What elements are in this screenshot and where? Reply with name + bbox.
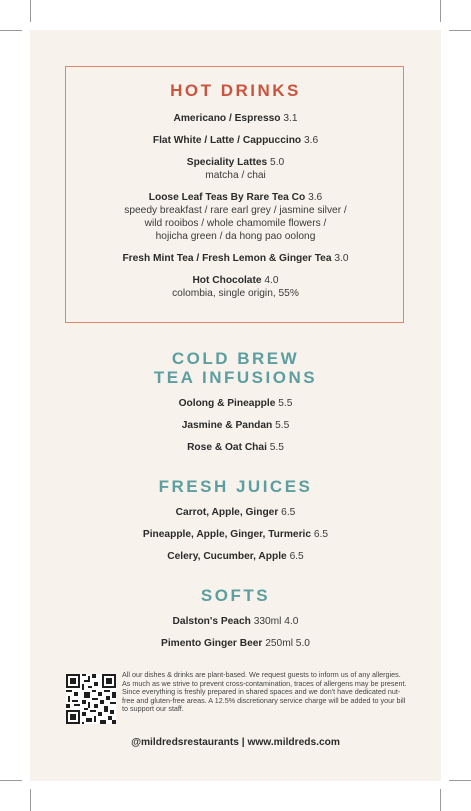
item-name: Pineapple, Apple, Ginger, Turmeric — [142, 529, 312, 540]
item-price: 3.0 — [334, 253, 349, 264]
menu-item — [30, 441, 441, 454]
item-description: matcha / chai — [205, 170, 266, 181]
crop-mark — [0, 780, 22, 781]
item-price: 250ml 5.0 — [265, 638, 310, 649]
item-name: Fresh Mint Tea / Fresh Lemon & Ginger Tea — [122, 253, 332, 264]
menu-item — [30, 252, 441, 265]
menu-item — [30, 550, 441, 563]
crop-mark — [440, 0, 441, 22]
item-description: wild rooibos / whole chamomile flowers / — [144, 218, 327, 229]
menu-item — [30, 615, 441, 628]
menu-item — [30, 134, 441, 147]
item-price: 5.5 — [269, 442, 284, 453]
fresh-juices-section — [30, 477, 441, 563]
item-name: Celery, Cucumber, Apple — [167, 551, 287, 562]
fresh-juices-title: FRESH JUICES — [158, 477, 313, 496]
softs-title: SOFTS — [200, 586, 271, 605]
crop-mark — [440, 789, 441, 811]
item-price: 3.1 — [283, 113, 298, 124]
menu-item — [30, 419, 441, 432]
item-name: Hot Chocolate — [192, 275, 262, 286]
item-description: colombia, single origin, 55% — [172, 288, 299, 299]
crop-mark — [30, 0, 31, 22]
item-price: 5.5 — [278, 398, 293, 409]
softs-section — [30, 586, 441, 650]
item-description: hojicha green / da hong pao oolong — [155, 231, 316, 242]
item-name: Dalston's Peach — [172, 616, 251, 627]
cold-brew-section — [30, 349, 441, 454]
item-price: 6.5 — [289, 551, 304, 562]
item-name: Flat White / Latte / Cappuccino — [152, 135, 302, 146]
footer-social-web[interactable]: @mildredsrestaurants | www.mildreds.com — [131, 737, 340, 748]
item-price: 330ml 4.0 — [253, 616, 299, 627]
item-name: Jasmine & Pandan — [181, 420, 273, 431]
menu-item — [30, 156, 441, 169]
crop-mark — [449, 780, 471, 781]
menu-item — [30, 528, 441, 541]
qr-code-icon — [66, 674, 116, 724]
hot-drinks-section — [30, 81, 441, 300]
item-name: Americano / Espresso — [173, 113, 281, 124]
menu-item — [30, 112, 441, 125]
menu-item — [30, 397, 441, 410]
cold-brew-title: COLD BREW — [171, 349, 300, 368]
menu-item — [30, 506, 441, 519]
hot-drinks-title: HOT DRINKS — [170, 81, 301, 100]
item-price: 4.0 — [264, 275, 279, 286]
item-name: Rose & Oat Chai — [187, 442, 267, 453]
menu-item — [30, 274, 441, 287]
item-price: 6.5 — [313, 529, 329, 540]
item-price: 3.6 — [308, 192, 323, 203]
item-price: 3.6 — [303, 135, 319, 146]
menu-page — [30, 30, 441, 781]
allergy-note: All our dishes & drinks are plant-based. We request guests to inform us of any allergies. As much as we strive to prevent cross-contamination, traces of allergens may be present. Since everything is freshly prepared in shared spaces and we don't have dedicated nut-free and gluten-free areas. A 12.5% discretionary service charge will be added to your bill to support our staff. — [122, 670, 407, 714]
item-name: Pimento Ginger Beer — [161, 638, 263, 649]
item-name: Loose Leaf Teas By Rare Tea Co — [148, 192, 306, 203]
crop-mark — [30, 789, 31, 811]
item-name: Carrot, Apple, Ginger — [175, 507, 279, 518]
crop-mark — [449, 30, 471, 31]
item-price: 6.5 — [281, 507, 296, 518]
item-name: Oolong & Pineapple — [178, 398, 276, 409]
item-price: 5.0 — [270, 157, 285, 168]
crop-mark — [0, 30, 22, 31]
cold-brew-title: TEA INFUSIONS — [153, 368, 318, 387]
menu-item — [30, 191, 441, 204]
item-price: 5.5 — [275, 420, 290, 431]
menu-item — [30, 637, 441, 650]
item-description: speedy breakfast / rare earl grey / jasmine silver / — [124, 205, 347, 216]
item-name: Speciality Lattes — [186, 157, 268, 168]
